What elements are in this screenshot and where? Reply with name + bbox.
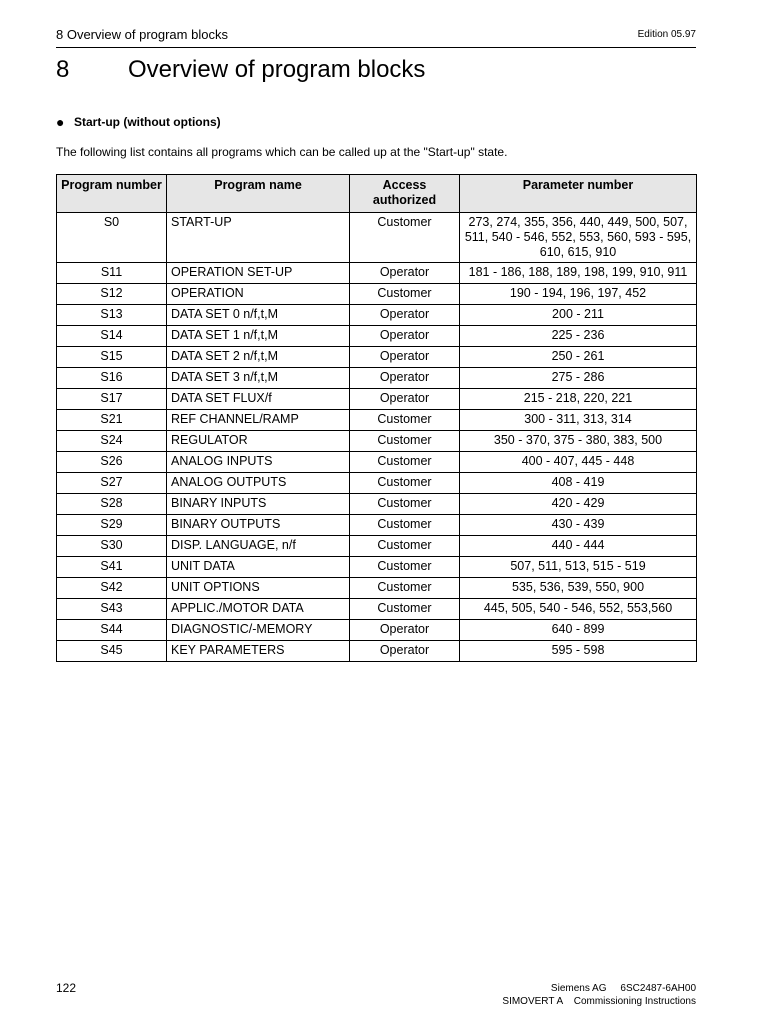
- table-row: [57, 389, 697, 410]
- program-name-cell: BINARY OUTPUTS: [167, 515, 350, 536]
- chapter-title: Overview of program blocks: [128, 56, 426, 83]
- table-row: [57, 347, 697, 368]
- program-number-cell: S15: [57, 347, 167, 368]
- program-number-cell: S41: [57, 557, 167, 578]
- access-cell: Customer: [350, 410, 460, 431]
- program-name-cell: REGULATOR: [167, 431, 350, 452]
- footer-company-line: Siemens AG 6SC2487-6AH00: [550, 983, 696, 994]
- column-header-access: Access authorized: [350, 175, 460, 213]
- program-name-cell: UNIT DATA: [167, 557, 350, 578]
- parameter-number-cell: 181 - 186, 188, 189, 198, 199, 910, 911: [460, 263, 697, 284]
- parameter-number-cell: 430 - 439: [460, 515, 697, 536]
- table-row: [57, 599, 697, 620]
- parameter-number-cell: 350 - 370, 375 - 380, 383, 500: [460, 431, 697, 452]
- table-row: [57, 620, 697, 641]
- parameter-number-cell: 408 - 419: [460, 473, 697, 494]
- parameter-number-cell: 400 - 407, 445 - 448: [460, 452, 697, 473]
- program-name-cell: DATA SET 2 n/f,t,M: [167, 347, 350, 368]
- access-cell: Customer: [350, 494, 460, 515]
- table-row: [57, 473, 697, 494]
- program-name-cell: OPERATION: [167, 284, 350, 305]
- table-body: [57, 213, 697, 662]
- access-cell: Customer: [350, 578, 460, 599]
- access-cell: Operator: [350, 641, 460, 662]
- program-number-cell: S26: [57, 452, 167, 473]
- program-number-cell: S45: [57, 641, 167, 662]
- access-cell: Customer: [350, 515, 460, 536]
- program-name-cell: ANALOG INPUTS: [167, 452, 350, 473]
- program-name-cell: START-UP: [167, 213, 350, 263]
- access-cell: Operator: [350, 347, 460, 368]
- parameter-number-cell: 300 - 311, 313, 314: [460, 410, 697, 431]
- access-cell: Customer: [350, 452, 460, 473]
- program-name-cell: OPERATION SET-UP: [167, 263, 350, 284]
- parameter-number-cell: 200 - 211: [460, 305, 697, 326]
- program-number-cell: S27: [57, 473, 167, 494]
- parameter-number-cell: 275 - 286: [460, 368, 697, 389]
- edition-label: Edition 05.97: [637, 29, 696, 40]
- table-row: [57, 494, 697, 515]
- header-divider: [56, 47, 696, 48]
- program-name-cell: KEY PARAMETERS: [167, 641, 350, 662]
- program-number-cell: S42: [57, 578, 167, 599]
- table-row: [57, 368, 697, 389]
- table-row: [57, 452, 697, 473]
- parameter-number-cell: 445, 505, 540 - 546, 552, 553,560: [460, 599, 697, 620]
- page-number: 122: [56, 981, 77, 995]
- parameter-number-cell: 273, 274, 355, 356, 440, 449, 500, 507, 511, 540 - 546, 552, 553, 560, 593 - 595, 610, 615, 910: [460, 213, 697, 263]
- parameter-number-cell: 440 - 444: [460, 536, 697, 557]
- program-number-cell: S16: [57, 368, 167, 389]
- intro-paragraph: The following list contains all programs which can be called up at the "Start-up" state.: [56, 145, 508, 159]
- access-cell: Operator: [350, 326, 460, 347]
- chapter-heading: [56, 56, 425, 84]
- program-number-cell: S30: [57, 536, 167, 557]
- parameter-number-cell: 507, 511, 513, 515 - 519: [460, 557, 697, 578]
- program-number-cell: S13: [57, 305, 167, 326]
- section-title: Start-up (without options): [74, 115, 221, 129]
- running-header: 8 Overview of program blocks: [56, 27, 228, 42]
- parameter-number-cell: 640 - 899: [460, 620, 697, 641]
- access-cell: Operator: [350, 368, 460, 389]
- program-name-cell: APPLIC./MOTOR DATA: [167, 599, 350, 620]
- access-cell: Operator: [350, 389, 460, 410]
- table-row: [57, 578, 697, 599]
- parameter-number-cell: 190 - 194, 196, 197, 452: [460, 284, 697, 305]
- access-cell: Customer: [350, 473, 460, 494]
- footer-info: [502, 982, 696, 1008]
- parameter-number-cell: 595 - 598: [460, 641, 697, 662]
- table-row: [57, 410, 697, 431]
- column-header-number: Program number: [57, 175, 167, 213]
- program-number-cell: S17: [57, 389, 167, 410]
- access-cell: Customer: [350, 284, 460, 305]
- parameter-number-cell: 420 - 429: [460, 494, 697, 515]
- program-name-cell: DISP. LANGUAGE, n/f: [167, 536, 350, 557]
- access-cell: Operator: [350, 263, 460, 284]
- program-name-cell: DIAGNOSTIC/-MEMORY: [167, 620, 350, 641]
- table-row: [57, 536, 697, 557]
- program-number-cell: S28: [57, 494, 167, 515]
- column-header-name: Program name: [167, 175, 350, 213]
- table-row: [57, 557, 697, 578]
- access-cell: Operator: [350, 620, 460, 641]
- parameter-number-cell: 535, 536, 539, 550, 900: [460, 578, 697, 599]
- program-number-cell: S24: [57, 431, 167, 452]
- column-header-params: Parameter number: [460, 175, 697, 213]
- bullet-icon: ●: [56, 114, 65, 130]
- parameter-number-cell: 225 - 236: [460, 326, 697, 347]
- parameter-number-cell: 250 - 261: [460, 347, 697, 368]
- program-number-cell: S29: [57, 515, 167, 536]
- access-cell: Operator: [350, 305, 460, 326]
- table-row: [57, 326, 697, 347]
- table-row: [57, 515, 697, 536]
- chapter-number: 8: [56, 56, 70, 83]
- program-number-cell: S0: [57, 213, 167, 263]
- program-name-cell: ANALOG OUTPUTS: [167, 473, 350, 494]
- access-cell: Customer: [350, 536, 460, 557]
- program-number-cell: S12: [57, 284, 167, 305]
- table-row: [57, 213, 697, 263]
- program-name-cell: DATA SET FLUX/f: [167, 389, 350, 410]
- program-name-cell: DATA SET 3 n/f,t,M: [167, 368, 350, 389]
- parameter-number-cell: 215 - 218, 220, 221: [460, 389, 697, 410]
- footer-product-line: SIMOVERT A Commissioning Instructions: [502, 996, 696, 1007]
- program-table: [56, 174, 697, 662]
- program-number-cell: S14: [57, 326, 167, 347]
- program-name-cell: UNIT OPTIONS: [167, 578, 350, 599]
- program-number-cell: S44: [57, 620, 167, 641]
- access-cell: Customer: [350, 213, 460, 263]
- table-row: [57, 431, 697, 452]
- table-row: [57, 284, 697, 305]
- table-row: [57, 305, 697, 326]
- table-row: [57, 641, 697, 662]
- program-number-cell: S43: [57, 599, 167, 620]
- program-number-cell: S11: [57, 263, 167, 284]
- table-header-row: [57, 175, 697, 213]
- program-name-cell: REF CHANNEL/RAMP: [167, 410, 350, 431]
- access-cell: Customer: [350, 431, 460, 452]
- table-row: [57, 263, 697, 284]
- program-name-cell: DATA SET 1 n/f,t,M: [167, 326, 350, 347]
- program-number-cell: S21: [57, 410, 167, 431]
- program-name-cell: BINARY INPUTS: [167, 494, 350, 515]
- access-cell: Customer: [350, 599, 460, 620]
- access-cell: Customer: [350, 557, 460, 578]
- section-heading: [56, 114, 221, 130]
- program-name-cell: DATA SET 0 n/f,t,M: [167, 305, 350, 326]
